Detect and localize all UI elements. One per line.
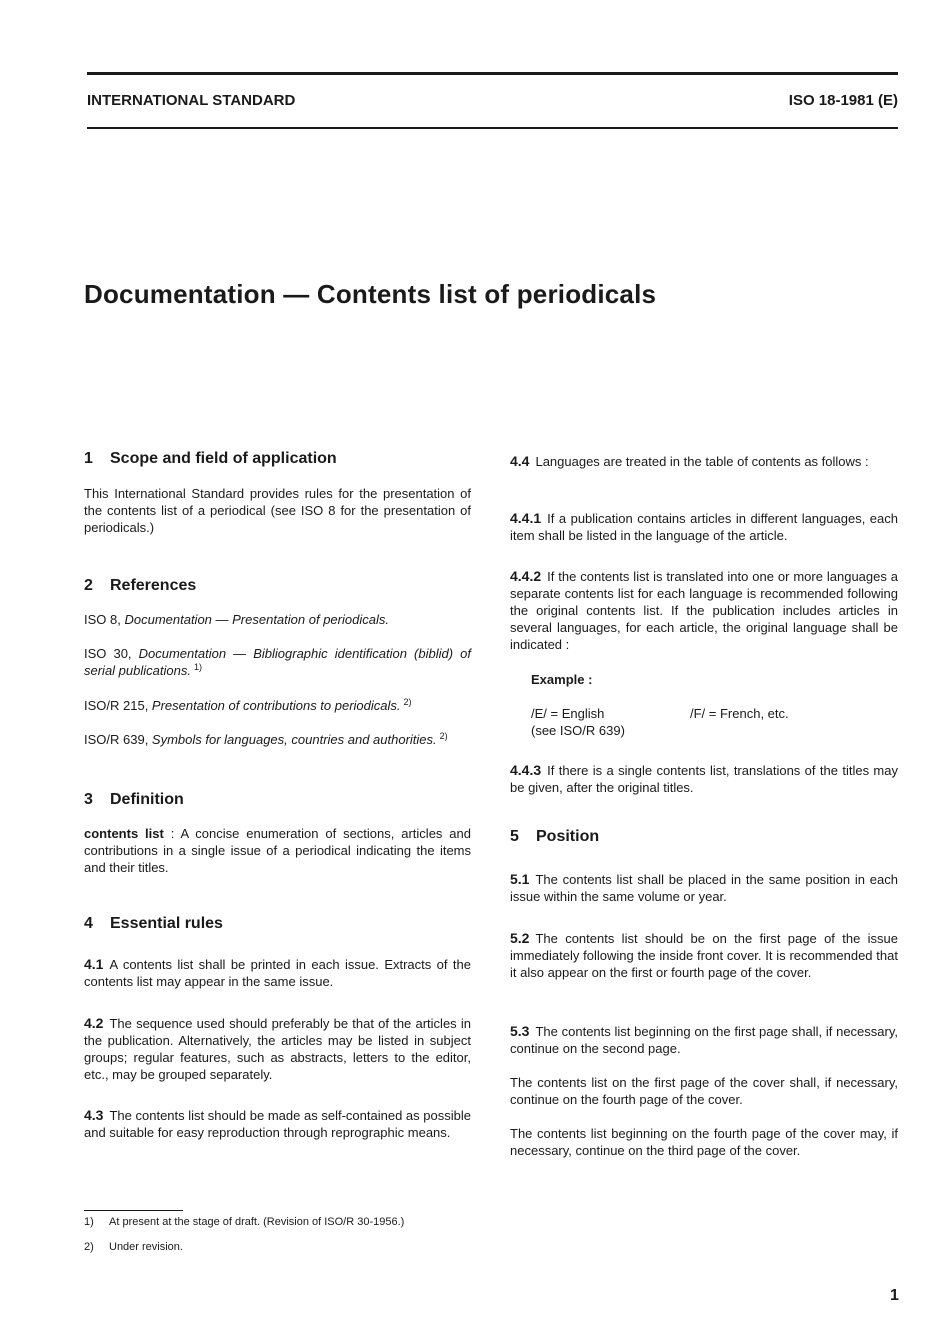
example-see-reference: (see ISO/R 639): [531, 723, 625, 738]
clause-4-3: 4.3 The contents list should be made as self-contained as possible and suitable for easy reproduction through reprographic means.: [84, 1107, 471, 1140]
section-1-heading: [84, 450, 337, 468]
section-title: Scope and field of application: [110, 450, 337, 467]
section-number: 3: [84, 791, 93, 808]
clause-5-1: 5.1 The contents list shall be placed in the same position in each issue within the same volume or year.: [510, 871, 898, 904]
clause-5-3-paragraph-2: The contents list on the first page of the cover shall, if necessary, continue on the fourth page of the cover.: [510, 1075, 898, 1107]
clause-4-4-1: 4.4.1 If a publication contains articles in different languages, each item shall be listed in the language of the article.: [510, 510, 898, 543]
section-number: 2: [84, 577, 93, 594]
page-title: Documentation — Contents list of periodicals: [84, 279, 657, 309]
footnote-1: 1) At present at the stage of draft. (Revision of ISO/R 30-1956.): [84, 1216, 405, 1228]
clause-5-3: 5.3 The contents list beginning on the first page shall, if necessary, continue on the second page.: [510, 1023, 898, 1056]
section-number: 5: [510, 828, 519, 845]
header-bottom-rule: [87, 127, 898, 129]
clause-4-4-3: 4.4.3 If there is a single contents list, translations of the titles may be given, after the original titles.: [510, 762, 898, 795]
reference-iso-8: ISO 8, Documentation — Presentation of periodicals.: [84, 612, 389, 627]
clause-5-3-paragraph-3: The contents list beginning on the fourth page of the cover may, if necessary, continue on the third page of the cover.: [510, 1126, 898, 1158]
page-number: 1: [890, 1287, 899, 1304]
section-3-heading: [84, 791, 184, 809]
section-2-heading: [84, 577, 196, 595]
clause-4-4-2: 4.4.2 If the contents list is translated into one or more languages a separate contents list for each language is recommended following the original contents list. If the publication includes articles in several languages, for each article, the original language shall be indicated :: [510, 568, 898, 652]
definition-text: contents list : A concise enumeration of sections, articles and contributions in a single issue of a periodical indicating the items and their titles.: [84, 826, 471, 875]
section-1-text: This International Standard provides rules for the presentation of the contents list of a periodical (see ISO 8 for the presentation of periodicals.): [84, 486, 471, 535]
footnote-ref[interactable]: 2): [403, 697, 412, 707]
section-title: Essential rules: [110, 915, 223, 932]
clause-5-2: 5.2 The contents list should be on the first page of the issue immediately following the inside front cover. It is recommended that it also appear on the first or fourth page of the cover.: [510, 930, 898, 980]
defined-term: contents list: [84, 826, 164, 841]
example-french: /F/ = French, etc.: [690, 706, 789, 721]
reference-iso-r-215: ISO/R 215, Presentation of contributions to periodicals. $^{2)}$: [84, 697, 412, 713]
standard-number: ISO 18-1981 (E): [788, 92, 898, 109]
reference-iso-30: ISO 30, Documentation — Bibliographic identification (biblid) of serial publications. $^{1)}$: [84, 646, 471, 678]
clause-4-2: 4.2 The sequence used should preferably be that of the articles in the publication. Alternatively, the articles may be listed in subject groups; regular features, such as abstracts, letters to the editor, etc., may be grouped separately.: [84, 1015, 471, 1082]
footnote-separator: [84, 1210, 183, 1211]
example-label: Example :: [531, 672, 593, 687]
section-number: 1: [84, 450, 93, 467]
footnote-ref[interactable]: 1): [193, 662, 202, 672]
reference-iso-r-639: ISO/R 639, Symbols for languages, countries and authorities. $^{2)}$: [84, 731, 448, 747]
header-top-rule: [87, 72, 898, 75]
section-number: 4: [84, 915, 93, 932]
footnote-ref[interactable]: 2): [439, 731, 448, 741]
section-title: References: [110, 577, 197, 594]
section-5-heading: [510, 828, 599, 846]
clause-4-1: 4.1 A contents list shall be printed in each issue. Extracts of the contents list may appear in the same issue.: [84, 956, 471, 989]
section-4-heading: [84, 915, 223, 933]
footnote-2: 2) Under revision.: [84, 1241, 183, 1253]
section-title: Definition: [110, 791, 184, 808]
example-english: /E/ = English: [531, 706, 605, 721]
document-type: INTERNATIONAL STANDARD: [87, 92, 296, 109]
section-title: Position: [536, 828, 600, 845]
clause-4-4: 4.4 Languages are treated in the table of contents as follows :: [510, 453, 869, 469]
